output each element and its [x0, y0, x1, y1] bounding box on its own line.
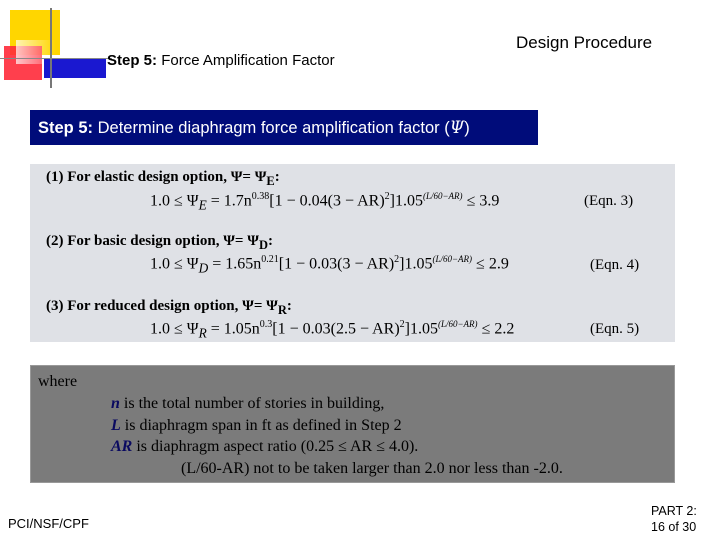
- definition-n: n is the total number of stories in building,: [111, 395, 385, 412]
- footer-part: PART 2:: [651, 504, 697, 518]
- option-1-heading: (1) For elastic design option, $\Psi= \Psi_E$:: [46, 169, 280, 188]
- definition-ar: AR is diaphragm aspect ratio (0.25 ≤ AR ≤ 4.0).: [111, 438, 419, 455]
- equation-3-number: (Eqn. 3): [584, 193, 634, 209]
- where-panel: [30, 365, 675, 483]
- section-title: Design Procedure: [516, 33, 653, 52]
- logo-horizontal-line: [0, 58, 112, 59]
- step-banner: [30, 110, 538, 145]
- logo-vertical-line: [50, 8, 52, 88]
- footer-organization: PCI/NSF/CPF: [8, 516, 89, 531]
- footer-page-number: 16 of 30: [651, 520, 697, 534]
- banner-close: ): [464, 119, 470, 137]
- logo-blue-block: [44, 58, 106, 78]
- banner-step: Step 5:: [38, 119, 94, 137]
- subtitle-title: Force Amplification Factor: [161, 52, 335, 69]
- subtitle-step: Step 5:: [107, 52, 158, 69]
- where-label: where: [38, 373, 78, 390]
- equation-3-formula: $1.0 \le \Psi_E = 1.7n^{0.38}[1 - 0.04(3 - AR)^2]1.05^{(L/60-AR)} \le 3.9$: [150, 191, 500, 213]
- banner-psi-symbol: Ψ: [449, 118, 465, 137]
- footer-page-info: [651, 503, 697, 535]
- slide-subtitle: [107, 52, 335, 69]
- definition-l: L is diaphragm span in ft as defined in Step 2: [111, 417, 402, 434]
- banner-text: Determine diaphragm force amplification factor (: [97, 119, 450, 137]
- option-3-heading: (3) For reduced design option, $\Psi= \Psi_R$:: [46, 298, 292, 317]
- equation-4-formula: $1.0 \le \Psi_D = 1.65n^{0.21}[1 - 0.03(3 - AR)^2]1.05^{(L/60-AR)} \le 2.9$: [150, 254, 509, 276]
- equation-5-number: (Eqn. 5): [590, 321, 640, 337]
- equations-panel: [30, 164, 675, 342]
- limit-note: (L/60-AR) not to be taken larger than 2.0 nor less than -2.0.: [181, 460, 563, 477]
- equation-4-number: (Eqn. 4): [590, 257, 640, 273]
- equation-5-formula: $1.0 \le \Psi_R = 1.05n^{0.3}[1 - 0.03(2.5 - AR)^2]1.05^{(L/60-AR)} \le 2.2$: [150, 319, 515, 341]
- option-2-heading: (2) For basic design option, $\Psi= \Psi_D$:: [46, 233, 273, 252]
